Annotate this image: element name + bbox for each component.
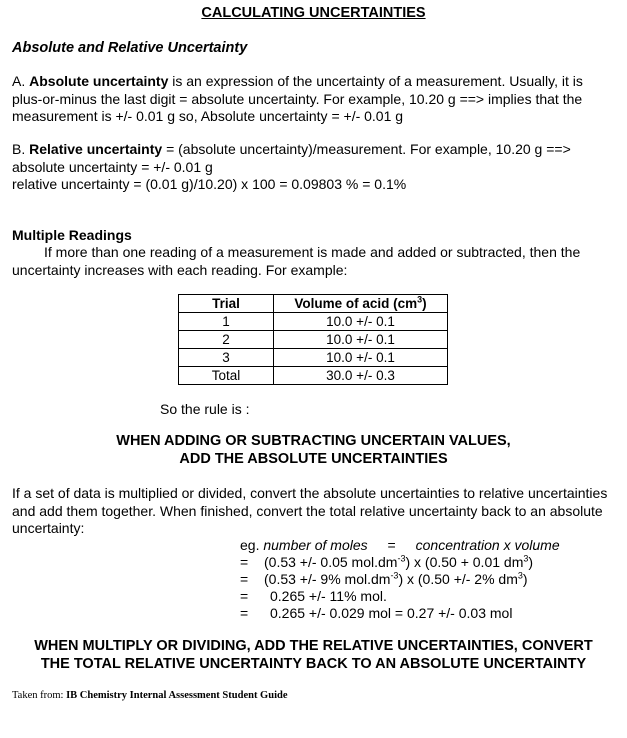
example-line-2-sup2: 3 (517, 570, 523, 581)
table-header-volume-text: Volume of acid (cm (294, 296, 418, 311)
example-eq: = (387, 537, 396, 553)
table-cell-trial: Total (179, 367, 274, 385)
paragraph-multiply-divide: If a set of data is multiplied or divided, convert the absolute uncertainties to relative uncertainties and add them together. When finished, convert the total relative uncertainty back to an absolute uncertainty: (12, 485, 608, 536)
table-header-trial: Trial (179, 295, 274, 313)
example-rhs: concentration x volume (415, 537, 560, 553)
table-header-volume-sup: 3 (417, 294, 423, 305)
table-cell-trial: 1 (179, 313, 274, 331)
page-title: CALCULATING UNCERTAINTIES (201, 5, 426, 21)
table-cell-volume: 30.0 +/- 0.3 (274, 367, 448, 385)
paragraph-relative-uncertainty (12, 141, 616, 194)
table-cell-volume: 10.0 +/- 0.1 (274, 349, 448, 367)
source-credit (12, 690, 288, 701)
uncertainty-table (178, 294, 448, 385)
equals-sign: = (240, 588, 249, 604)
example-line-2-a: (0.53 +/- 9% mol.dm (264, 571, 391, 587)
paragraph-absolute-uncertainty (12, 73, 616, 126)
table-header-row (179, 295, 448, 313)
section-heading-absolute-relative: Absolute and Relative Uncertainty (12, 40, 248, 56)
paragraph-b-text: = (absolute uncertainty)/measurement. For example, 10.20 g ==> (162, 141, 571, 157)
rule-add-relative: WHEN MULTIPLY OR DIVIDING, ADD THE RELATIVE UNCERTAINTIES, CONVERT THE TOTAL RELATIVE UNCERTAINTY BACK TO AN ABSOLUTE UNCERTAINTY (34, 638, 593, 672)
paragraph-multiple-readings: If more than one reading of a measurement is made and added or subtracted, then the uncertainty increases with each reading. For example: (12, 244, 581, 278)
example-line-4: 0.265 +/- 0.029 mol = 0.27 +/- 0.03 mol (270, 605, 513, 621)
paragraph-a-prefix: A. (12, 73, 30, 89)
example-line-1-c: ) (528, 554, 534, 570)
example-line-1-b: ) x (0.50 + 0.01 dm (405, 554, 524, 570)
table-row-total (179, 367, 448, 385)
term-relative-uncertainty: Relative uncertainty (29, 141, 163, 157)
equals-sign: = (240, 571, 249, 587)
example-line-1 (264, 554, 533, 571)
example-line-2 (264, 571, 528, 588)
table-cell-volume: 10.0 +/- 0.1 (274, 313, 448, 331)
rule-intro: So the rule is : (160, 401, 250, 417)
paragraph-a-text: is an expression of the uncertainty of a measurement. Usually, it is plus-or-minus the last digit = absolute uncertainty. For example, 10.20 g ==> implies that the measurement is +/- 0.01 g so, Absolute uncertainty = +/- 0.01 g (12, 73, 583, 124)
paragraph-b-line3: relative uncertainty = (0.01 g)/10.20) x 100 = 0.09803 % = 0.1% (12, 176, 407, 192)
table-row (179, 349, 448, 367)
term-absolute-uncertainty: Absolute uncertainty (29, 73, 169, 89)
example-line-2-b: ) x (0.50 +/- 2% dm (398, 571, 518, 587)
paragraph-b-prefix: B. (12, 141, 30, 157)
example-label: eg. (240, 537, 264, 553)
table-header-volume-end: ) (422, 296, 427, 311)
example-line-3: 0.265 +/- 11% mol. (270, 588, 387, 604)
example-line-1-a: (0.53 +/- 0.05 mol.dm (264, 554, 398, 570)
table-cell-trial: 2 (179, 331, 274, 349)
table-row (179, 331, 448, 349)
example-lhs: number of moles (263, 537, 368, 553)
example-line-1-sup2: 3 (523, 553, 529, 564)
source-title: IB Chemistry Internal Assessment Student Guide (66, 690, 288, 701)
table-cell-trial: 3 (179, 349, 274, 367)
table-header-volume (274, 295, 448, 313)
source-prefix: Taken from: (12, 690, 67, 701)
example-line-2-sup1: -3 (390, 570, 399, 581)
example-line-2-c: ) (522, 571, 528, 587)
equals-sign: = (240, 605, 249, 621)
example-header (240, 537, 560, 554)
equals-sign: = (240, 554, 249, 570)
table-row (179, 313, 448, 331)
table-cell-volume: 10.0 +/- 0.1 (274, 331, 448, 349)
example-line-1-sup1: -3 (397, 553, 406, 564)
rule-add-absolute: WHEN ADDING OR SUBTRACTING UNCERTAIN VALUES, ADD THE ABSOLUTE UNCERTAINTIES (116, 433, 511, 467)
paragraph-b-line2: absolute uncertainty = +/- 0.01 g (12, 158, 213, 175)
section-heading-multiple-readings: Multiple Readings (12, 227, 132, 243)
